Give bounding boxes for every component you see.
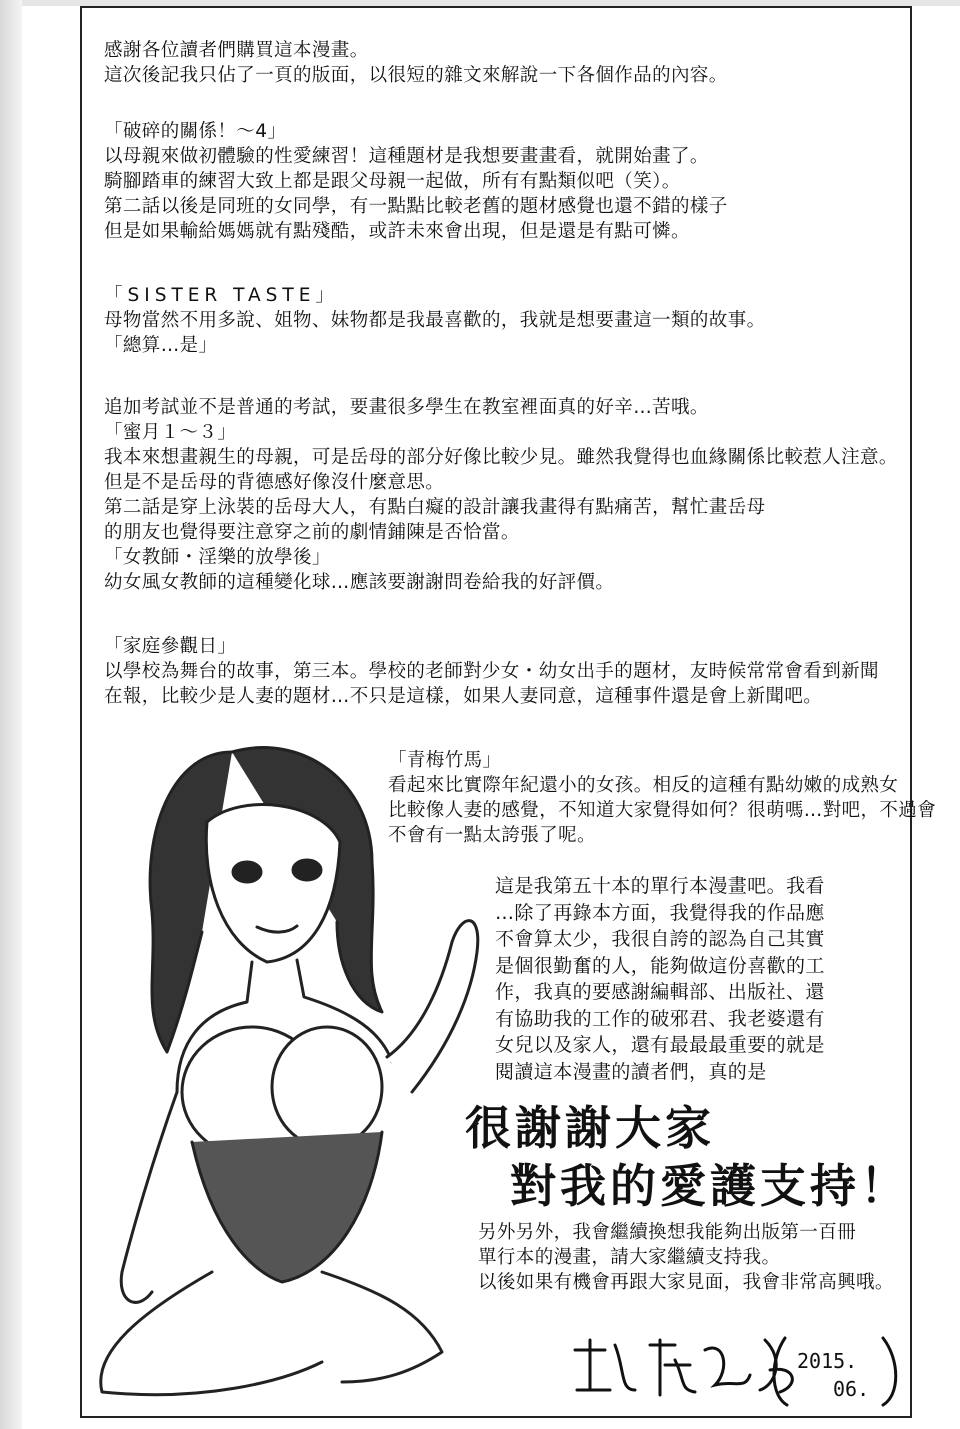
signature-date-year: 2015. <box>797 1349 858 1373</box>
section-line: 我本來想畫親生的母親，可是岳母的部分好像比較少見。雖然我覺得也血緣關係比較惹人注意。 <box>104 447 898 468</box>
page-binding-edge <box>0 0 22 1429</box>
closing-line: 以後如果有機會再跟大家見面，我會非常高興哦。 <box>478 1272 894 1293</box>
intro-line: 感謝各位讀者們購買這本漫畫。 <box>104 40 369 61</box>
section-line: 以學校為舞台的故事，第三本。學校的老師對少女・幼女出手的題材，友時候常常會看到新聞 <box>104 661 879 682</box>
section-line: 以母親來做初體驗的性愛練習！這種題材是我想要畫畫看，就開始畫了。 <box>104 146 709 167</box>
milestone-line: 作，我真的要感謝編輯部、出版社、還 <box>495 981 825 1003</box>
section-line: 母物當然不用多說、姐物、妹物都是我最喜歡的，我就是想要畫這一類的故事。 <box>104 310 766 331</box>
closing-section <box>478 1220 894 1295</box>
section-title: 「SISTER TASTE」 <box>104 285 339 306</box>
signature-mark <box>565 1330 905 1410</box>
milestone-line: 閱讀這本漫畫的讀者們，真的是 <box>495 1060 767 1083</box>
section-line: 第二話是穿上泳裝的岳母大人，有點白癡的設計讓我畫得有點痛苦，幫忙畫岳母 <box>104 497 766 518</box>
section-line: 看起來比實際年紀還小的女孩。相反的這種有點幼嫩的成熟女 <box>388 775 899 796</box>
milestone-line: 女兒以及家人，還有最最最重要的就是 <box>495 1034 825 1056</box>
aoume-section <box>388 748 936 848</box>
section-title: 「女教師・淫樂的放學後」 <box>104 547 331 568</box>
section-title: 「總算…是」 <box>104 335 218 356</box>
milestone-line: 不會算太少，我很自誇的認為自己其實 <box>495 928 825 950</box>
section-title: 「青梅竹馬」 <box>388 750 502 771</box>
milestone-line: 是個很勤奮的人，能夠做這份喜歡的工 <box>495 954 825 977</box>
signature <box>565 1330 905 1410</box>
section-title: 「破碎的關係！～4」 <box>104 121 287 142</box>
thanks-heading: 對我的愛護支持！ <box>510 1159 910 1213</box>
section-title: 「家庭參觀日」 <box>104 636 237 657</box>
signature-date-month: 06. <box>833 1377 870 1401</box>
section-line: 的朋友也覺得要注意穿之前的劇情鋪陳是否恰當。 <box>104 522 520 543</box>
closing-line: 單行本的漫畫，請大家繼續支持我。 <box>478 1247 781 1268</box>
section-title: 「蜜月１～３」 <box>104 422 237 443</box>
milestone-line: …除了再錄本方面，我覺得我的作品應 <box>495 901 825 924</box>
milestone-line: 這是我第五十本的單行本漫畫吧。我看 <box>495 875 825 897</box>
afterword-text <box>104 38 904 709</box>
section-line: 但是不是岳母的背德感好像沒什麼意思。 <box>104 472 445 493</box>
closing-line: 另外另外，我會繼續換想我能夠出版第一百冊 <box>478 1222 857 1243</box>
milestone-section <box>495 873 825 1085</box>
section-line: 追加考試並不是普通的考試，要畫很多學生在教室裡面真的好辛…苦哦。 <box>104 397 709 418</box>
thanks-heading: 很謝謝大家 <box>465 1101 715 1155</box>
milestone-line: 有協助我的工作的破邪君、我老婆還有 <box>495 1007 825 1030</box>
intro-line: 這次後記我只佔了一頁的版面，以很短的雜文來解說一下各個作品的內容。 <box>104 65 728 86</box>
section-line: 第二話以後是同班的女同學，有一點點比較老舊的題材感覺也還不錯的樣子 <box>104 196 728 217</box>
section-line: 騎腳踏車的練習大致上都是跟父母親一起做，所有有點類似吧（笑）。 <box>104 171 681 192</box>
section-line: 但是如果輸給媽媽就有點殘酷，或許未來會出現，但是還是有點可憐。 <box>104 221 690 242</box>
section-line: 幼女風女教師的這種變化球…應該要謝謝問卷給我的好評價。 <box>104 572 615 593</box>
section-line: 比較像人妻的感覺，不知道大家覺得如何？很萌嗎…對吧，不過會 <box>388 800 937 821</box>
section-line: 不會有一點太誇張了呢。 <box>388 825 596 846</box>
section-line: 在報，比較少是人妻的題材…不只是這樣，如果人妻同意，這種事件還是會上新聞吧。 <box>104 686 823 707</box>
